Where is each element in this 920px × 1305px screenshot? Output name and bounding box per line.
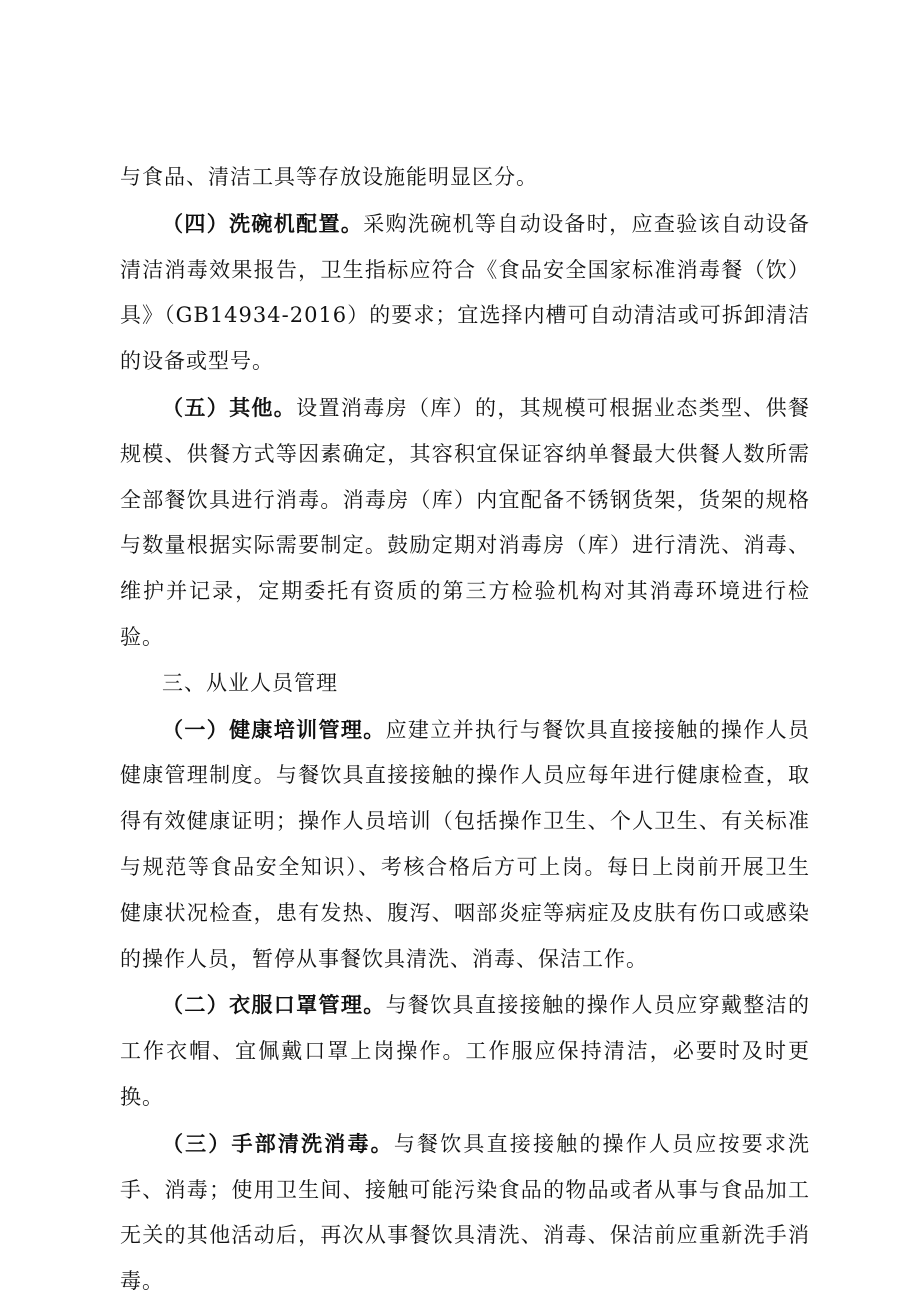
paragraph-text: 设置消毒房（库）的，其规模可根据业态类型、供餐规模、供餐方式等因素确定，其容积宜保证容纳单餐最大供餐人数所需全部餐饮具进行消毒。消毒房（库）内宜配备不锈钢货架，货架的规格与数量根据实际需要制定。鼓励定期对消毒房（库）进行清洗、消毒、维护并记录，定期委托有资质的第三方检验机构对其消毒环境进行检验。 [120,395,811,649]
paragraph-text: 与食品、清洁工具等存放设施能明显区分。 [120,165,538,189]
paragraph-text: 采购洗碗机等自动设备时，应查验该自动设备清洁消毒效果报告，卫生指标应符合《食品安全国家标准消毒餐（饮）具》（GB14934-2016）的要求；宜选择内槽可自动清洁或可拆卸清洁的设备或型号。 [120,211,811,374]
paragraph-lead: （二）衣服口罩管理。 [162,992,386,1018]
paragraph-lead: （五）其他。 [162,394,297,420]
paragraph-clothing-mask [120,982,810,1120]
section-heading-staff-management [120,661,810,707]
paragraph-text: 与餐饮具直接接触的操作人员应按要求洗手、消毒；使用卫生间、接触可能污染食品的物品或者从事与食品加工无关的其他活动后，再次从事餐饮具清洗、消毒、保洁前应重新洗手消毒。 [120,1131,811,1294]
paragraph-lead: （四）洗碗机配置。 [162,210,364,236]
paragraph-text: 应建立并执行与餐饮具直接接触的操作人员健康管理制度。与餐饮具直接接触的操作人员应每年进行健康检查，取得有效健康证明；操作人员培训（包括操作卫生、个人卫生、有关标准与规范等食品安全知识）、考核合格后方可上岗。每日上岗前开展卫生健康状况检查，患有发热、腹泻、咽部炎症等病症及皮肤有伤口或感染的操作人员，暂停从事餐饮具清洗、消毒、保洁工作。 [120,717,811,971]
paragraph-dishwasher-config [120,201,810,385]
paragraph-lead: （一）健康培训管理。 [162,716,386,742]
section-heading-text: 三、从业人员管理 [162,670,338,695]
paragraph-other [120,385,810,661]
paragraph-hand-washing [120,1121,810,1305]
paragraph-health-training [120,707,810,983]
paragraph-lead: （三）手部清洗消毒。 [162,1130,394,1156]
paragraph-continuation [120,155,810,201]
paragraph-text: 与餐饮具直接接触的操作人员应穿戴整洁的工作衣帽、宜佩戴口罩上岗操作。工作服应保持清洁，必要时及时更换。 [120,993,811,1109]
